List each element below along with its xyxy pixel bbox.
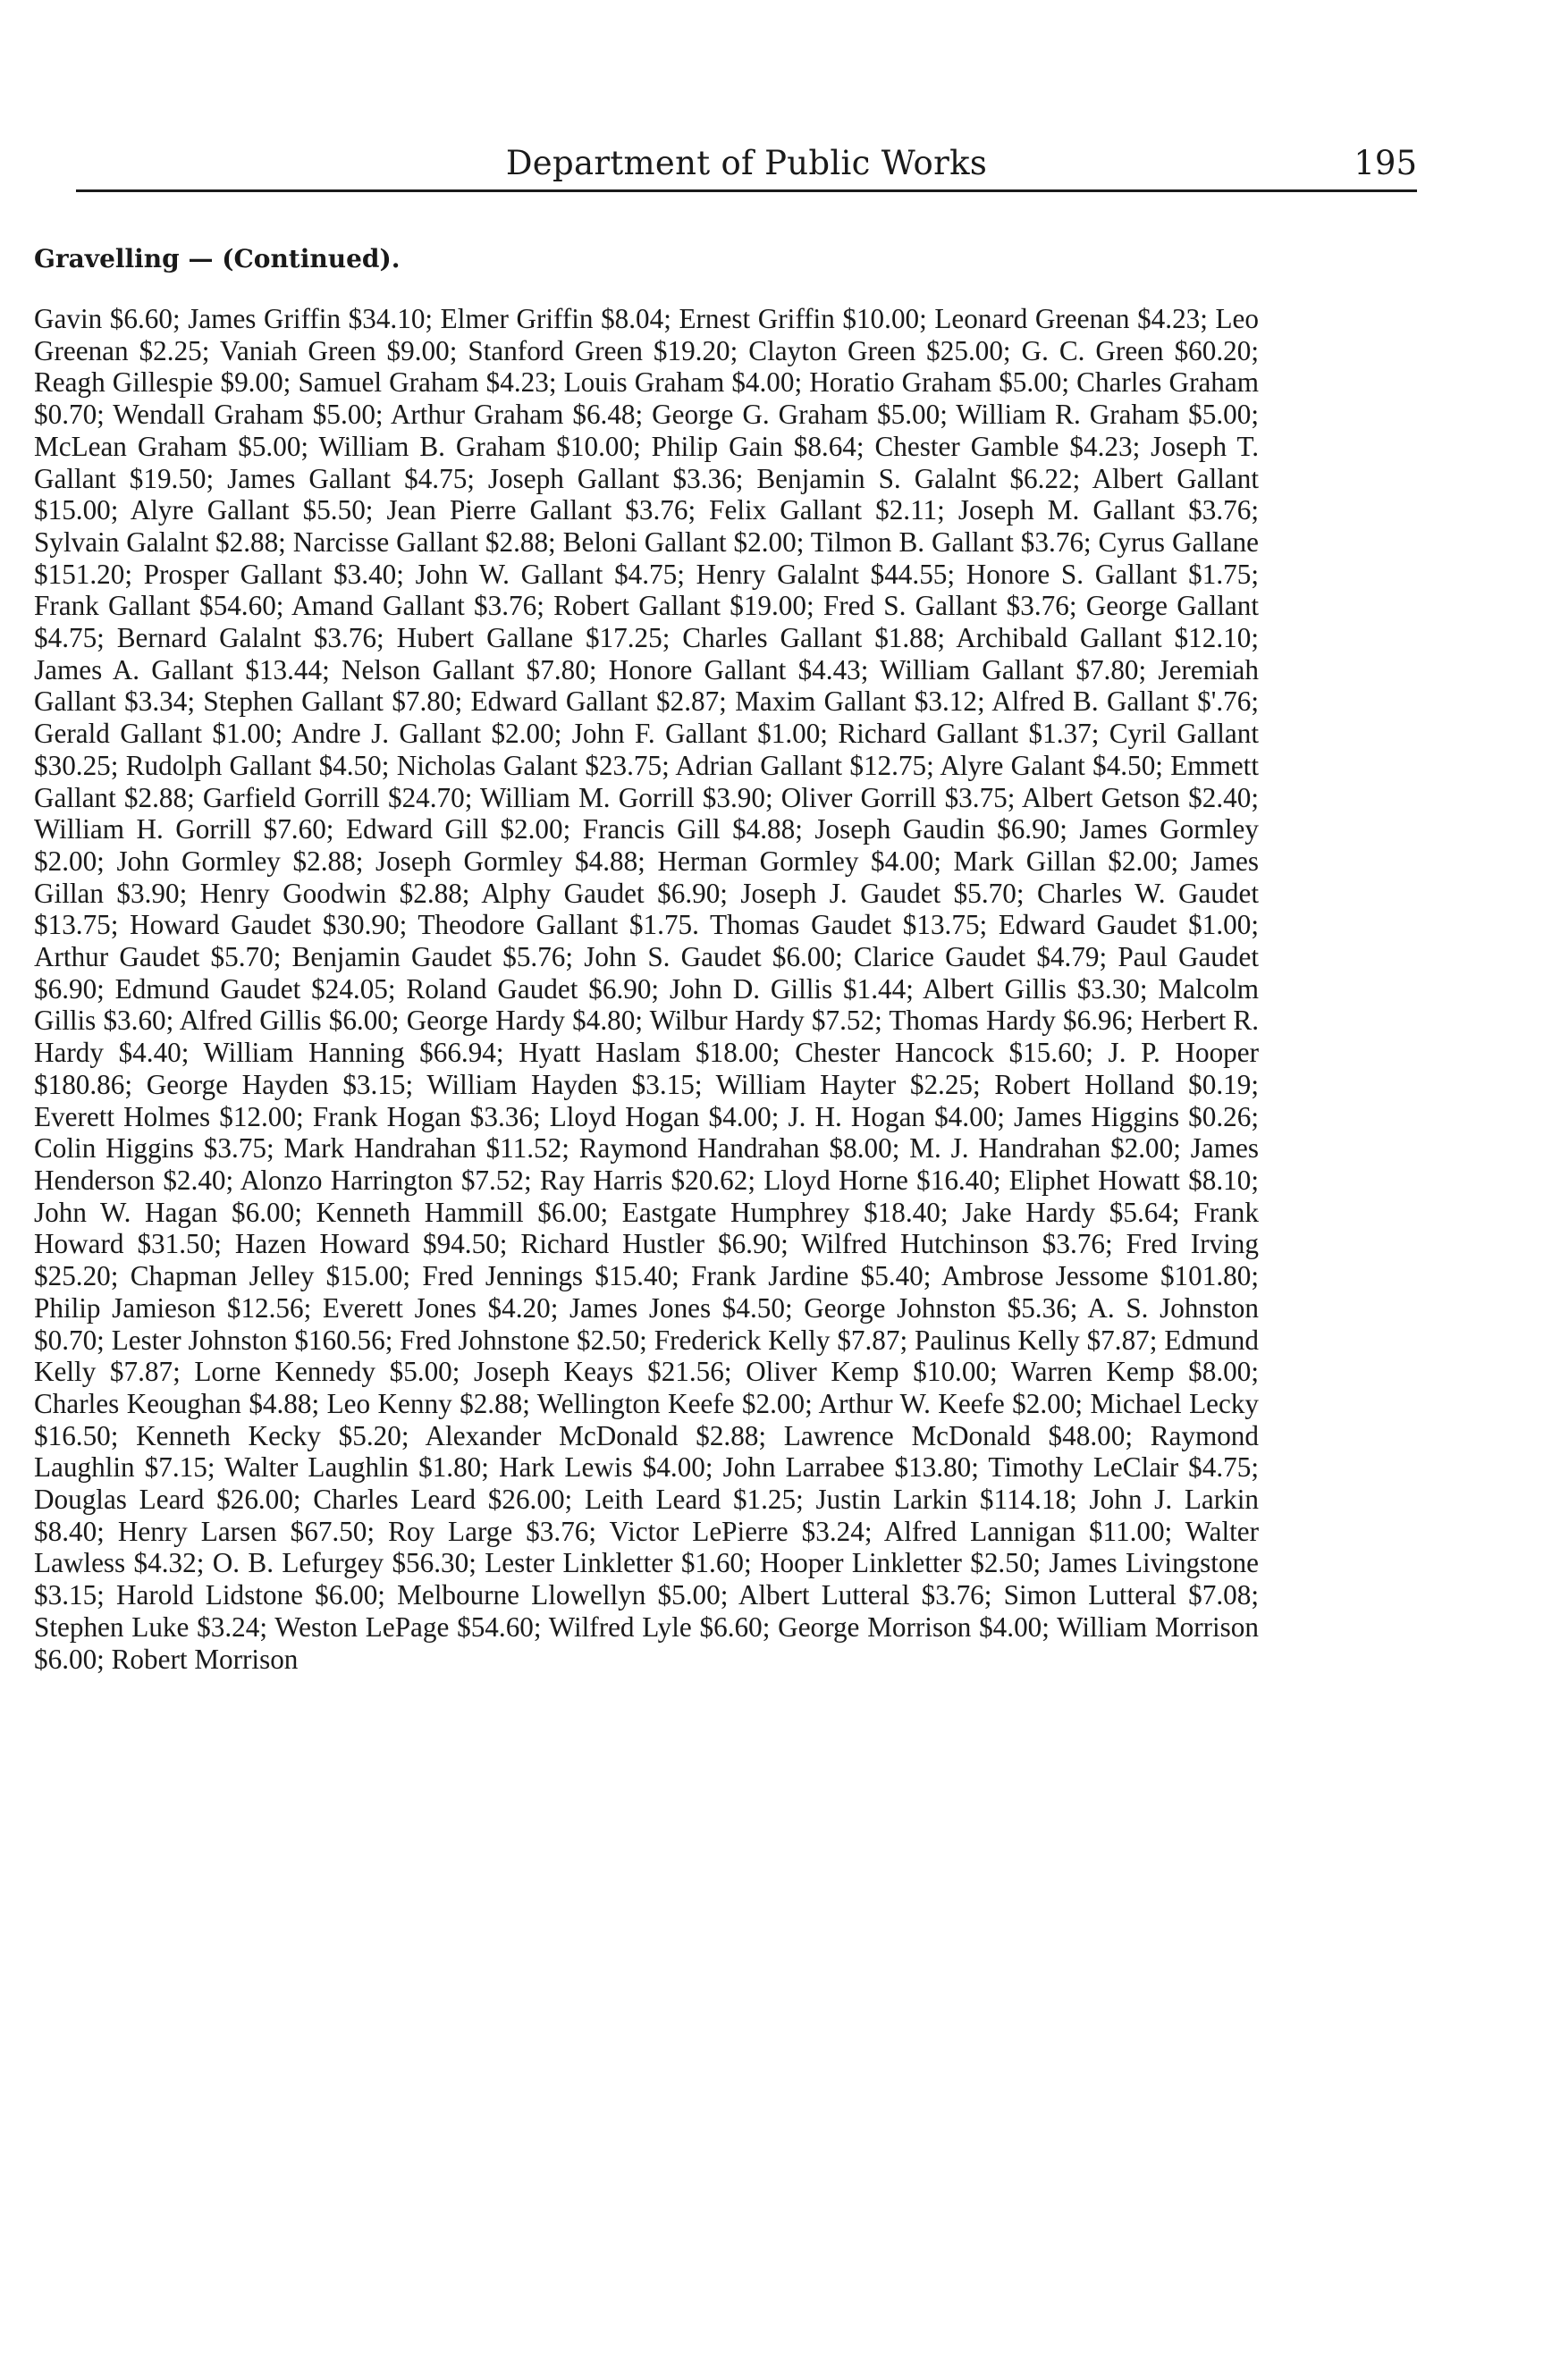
page-header [76, 141, 1417, 191]
running-head-title: Department of Public Works [505, 144, 988, 182]
page-number: 195 [1354, 144, 1417, 182]
header-rule [76, 189, 1417, 192]
section-heading: Gravelling — (Continued). [34, 244, 401, 273]
payment-list-paragraph: Gavin $6.60; James Griffin $34.10; Elmer Griffin $8.04; Ernest Griffin $10.00; Leonard Greenan $4.23; Leo Greenan $2.25; Vaniah Green $9.00; Stanford Green $19.20; Clayton Green $25.00; G. C. Green $60.20; Reagh Gillespie $9.00; Samuel Graham $4.23; Louis Graham $4.00; Horatio Graham $5.00; Charles Graham $0.70; Wendall Graham $5.00; Arthur Graham $6.48; George G. Graham $5.00; William R. Graham $5.00; McLean Graham $5.00; William B. Graham $10.00; Philip Gain $8.64; Chester Gamble $4.23; Joseph T. Gallant $19.50; James Gallant $4.75; Joseph Gallant $3.36; Benjamin S. Galalnt $6.22; Albert Gallant $15.00; Alyre Gallant $5.50; Jean Pierre Gallant $3.76; Felix Gallant $2.11; Joseph M. Gallant $3.76; Sylvain Galalnt $2.88; Narcisse Gallant $2.88; Beloni Gallant $2.00; Tilmon B. Gallant $3.76; Cyrus Gallane $151.20; Prosper Gallant $3.40; John W. Gallant $4.75; Henry Galalnt $44.55; Honore S. Gallant $1.75; Frank Gallant $54.60; Amand Gallant $3.76; Robert Gallant $19.00; Fred S. Gallant $3.76; George Gallant $4.75; Bernard Galalnt $3.76; Hubert Gallane $17.25; Charles Gallant $1.88; Archibald Gallant $12.10; James A. Gallant $13.44; Nelson Gallant $7.80; Honore Gallant $4.43; William Gallant $7.80; Jeremiah Gallant $3.34; Stephen Gallant $7.80; Edward Gallant $2.87; Maxim Gallant $3.12; Alfred B. Gallant $'.76; Gerald Gallant $1.00; Andre J. Gallant $2.00; John F. Gallant $1.00; Richard Gallant $1.37; Cyril Gallant $30.25; Rudolph Gallant $4.50; Nicholas Galant $23.75; Adrian Gallant $12.75; Alyre Galant $4.50; Emmett Gallant $2.88; Garfield Gorrill $24.70; William M. Gorrill $3.90; Oliver Gorrill $3.75; Albert Getson $2.40; William H. Gorrill $7.60; Edward Gill $2.00; Francis Gill $4.88; Joseph Gaudin $6.90; James Gormley $2.00; John Gormley $2.88; Joseph Gormley $4.88; Herman Gormley $4.00; Mark Gillan $2.00; James Gillan $3.90; Henry Goodwin $2.88; Alphy Gaudet $6.90; Joseph J. Gaudet $5.70; Charles W. Gaudet $13.75; Howard Gaudet $30.90; Theodore Gallant $1.75. Thomas Gaudet $13.75; Edward Gaudet $1.00; Arthur Gaudet $5.70; Benjamin Gaudet $5.76; John S. Gaudet $6.00; Clarice Gaudet $4.79; Paul Gaudet $6.90; Edmund Gaudet $24.05; Roland Gaudet $6.90; John D. Gillis $1.44; Albert Gillis $3.30; Malcolm Gillis $3.60; Alfred Gillis $6.00; George Hardy $4.80; Wilbur Hardy $7.52; Thomas Hardy $6.96; Herbert R. Hardy $4.40; William Hanning $66.94; Hyatt Haslam $18.00; Chester Hancock $15.60; J. P. Hooper $180.86; George Hayden $3.15; William Hayden $3.15; William Hayter $2.25; Robert Holland $0.19; Everett Holmes $12.00; Frank Hogan $3.36; Lloyd Hogan $4.00; J. H. Hogan $4.00; James Higgins $0.26; Colin Higgins $3.75; Mark Handrahan $11.52; Raymond Handrahan $8.00; M. J. Handrahan $2.00; James Henderson $2.40; Alonzo Harrington $7.52; Ray Harris $20.62; Lloyd Horne $16.40; Eliphet Howatt $8.10; John W. Hagan $6.00; Kenneth Hammill $6.00; Eastgate Humphrey $18.40; Jake Hardy $5.64; Frank Howard $31.50; Hazen Howard $94.50; Richard Hustler $6.90; Wilfred Hutchinson $3.76; Fred Irving $25.20; Chapman Jelley $15.00; Fred Jennings $15.40; Frank Jardine $5.40; Ambrose Jessome $101.80; Philip Jamieson $12.56; Everett Jones $4.20; James Jones $4.50; George Johnston $5.36; A. S. Johnston $0.70; Lester Johnston $160.56; Fred Johnstone $2.50; Frederick Kelly $7.87; Paulinus Kelly $7.87; Edmund Kelly $7.87; Lorne Kennedy $5.00; Joseph Keays $21.56; Oliver Kemp $10.00; Warren Kemp $8.00; Charles Keoughan $4.88; Leo Kenny $2.88; Wellington Keefe $2.00; Arthur W. Keefe $2.00; Michael Lecky $16.50; Kenneth Kecky $5.20; Alexander McDonald $2.88; Lawrence McDonald $48.00; Raymond Laughlin $7.15; Walter Laughlin $1.80; Hark Lewis $4.00; John Larrabee $13.80; Timothy LeClair $4.75; Douglas Leard $26.00; Charles Leard $26.00; Leith Leard $1.25; Justin Larkin $114.18; John J. Larkin $8.40; Henry Larsen $67.50; Roy Large $3.76; Victor LePierre $3.24; Alfred Lannigan $11.00; Walter Lawless $4.32; O. B. Lefurgey $56.30; Lester Linkletter $1.60; Hooper Linkletter $2.50; James Livingstone $3.15; Harold Lidstone $6.00; Melbourne Llowellyn $5.00; Albert Lutteral $3.76; Simon Lutteral $7.08; Stephen Luke $3.24; Weston LePage $54.60; Wilfred Lyle $6.60; George Morrison $4.00; William Morrison $6.00; Robert Morrison [34, 303, 1259, 1675]
